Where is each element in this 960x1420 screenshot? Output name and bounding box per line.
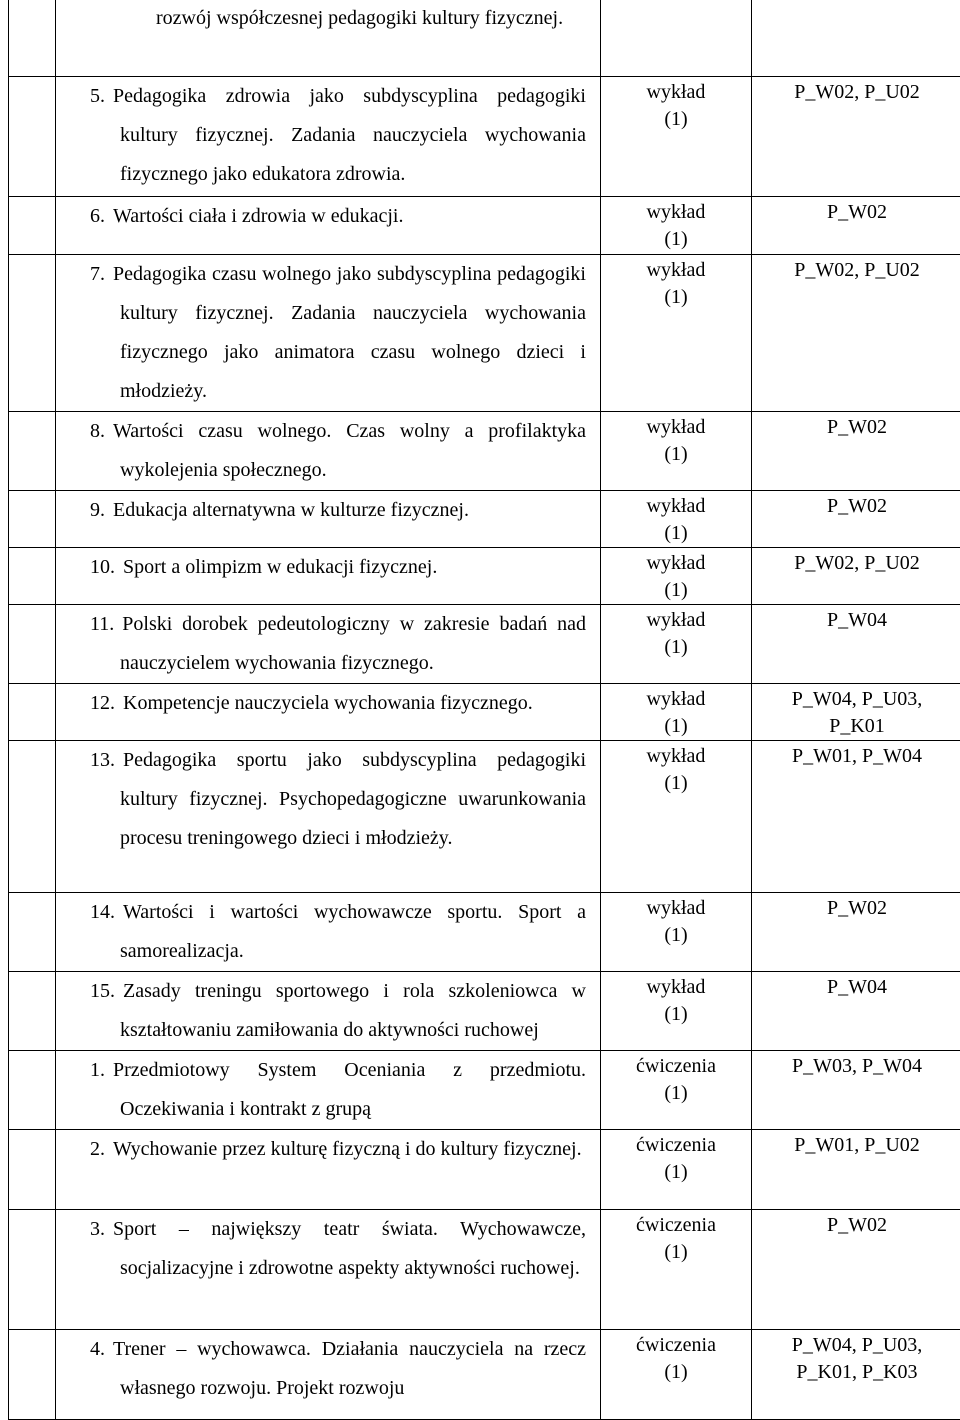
form-type: wykład: [601, 493, 751, 520]
topic-number: 8.: [90, 420, 113, 442]
form-cell: [601, 1330, 752, 1420]
topic-number: 6.: [90, 205, 113, 227]
form-count: (1): [601, 770, 751, 797]
form-count: (1): [601, 713, 751, 740]
learning-outcome-codes: P_W02, P_U02: [752, 257, 960, 284]
learning-outcomes-cell: [752, 1330, 960, 1420]
row-margin-cell: [9, 255, 56, 412]
form-cell: [601, 1210, 752, 1330]
topic-number: 1.: [90, 1059, 113, 1081]
topic-number: 13.: [90, 749, 123, 771]
topic-cell: [56, 197, 601, 255]
form-cell: [601, 1130, 752, 1210]
table-row: [9, 197, 960, 255]
learning-outcome-codes: P_W01, P_W04: [752, 743, 960, 770]
topic-number: 2.: [90, 1138, 113, 1160]
form-type: wykład: [601, 974, 751, 1001]
topic-cell: [56, 605, 601, 684]
learning-outcome-codes: P_W02: [752, 1212, 960, 1239]
learning-outcomes-cell: [752, 255, 960, 412]
form-cell: [601, 972, 752, 1051]
form-count: (1): [601, 520, 751, 547]
row-margin-cell: [9, 1051, 56, 1130]
form-cell: [601, 1051, 752, 1130]
course-content-table: [8, 0, 960, 1420]
topic-cell: [56, 491, 601, 548]
form-type: wykład: [601, 79, 751, 106]
topic-cell: [56, 0, 601, 77]
form-count: (1): [601, 226, 751, 253]
learning-outcomes-cell: [752, 77, 960, 197]
topic-text: Pedagogika czasu wolnego jako subdyscyplina pedagogiki kultury fizycznej. Zadania nauczyciela wychowania fizycznego jako animatora czasu wolnego dzieci i młodzieży.: [113, 263, 586, 402]
topic-number: 7.: [90, 263, 113, 285]
form-count: (1): [601, 106, 751, 133]
topic-number: 3.: [90, 1218, 113, 1240]
form-type: wykład: [601, 743, 751, 770]
form-type: ćwiczenia: [601, 1053, 751, 1080]
form-count: (1): [601, 1359, 751, 1386]
form-type: wykład: [601, 257, 751, 284]
form-count: (1): [601, 634, 751, 661]
learning-outcomes-cell: [752, 893, 960, 972]
row-margin-cell: [9, 1210, 56, 1330]
learning-outcomes-cell: [752, 548, 960, 605]
topic-cell: [56, 412, 601, 491]
table-row: [9, 0, 960, 77]
form-cell: [601, 255, 752, 412]
topic-cell: [56, 255, 601, 412]
learning-outcomes-cell: [752, 605, 960, 684]
learning-outcome-codes: P_W04: [752, 607, 960, 634]
form-type: wykład: [601, 199, 751, 226]
topic-number: 14.: [90, 901, 123, 923]
topic-text: Trener – wychowawca. Działania nauczyciela na rzecz własnego rozwoju. Projekt rozwoju: [113, 1338, 586, 1399]
table-row: [9, 548, 960, 605]
topic-text: Sport a olimpizm w edukacji fizycznej.: [123, 556, 437, 578]
topic-number: 5.: [90, 85, 113, 107]
table-row: [9, 1210, 960, 1330]
form-cell: [601, 77, 752, 197]
row-margin-cell: [9, 412, 56, 491]
row-margin-cell: [9, 77, 56, 197]
table-row: [9, 605, 960, 684]
learning-outcome-codes: P_W04: [752, 974, 960, 1001]
form-count: (1): [601, 1239, 751, 1266]
table-row: [9, 1330, 960, 1420]
form-cell: [601, 197, 752, 255]
form-cell: [601, 548, 752, 605]
learning-outcome-codes: P_W02, P_U02: [752, 79, 960, 106]
topic-text: rozwój współczesnej pedagogiki kultury fizycznej.: [156, 7, 563, 29]
learning-outcome-codes: P_W01, P_U02: [752, 1132, 960, 1159]
learning-outcomes-cell: [752, 491, 960, 548]
topic-number: [148, 7, 156, 29]
learning-outcome-codes: P_W02: [752, 414, 960, 441]
table-row: [9, 1051, 960, 1130]
form-count: (1): [601, 922, 751, 949]
row-margin-cell: [9, 893, 56, 972]
learning-outcomes-cell: [752, 197, 960, 255]
topic-cell: [56, 893, 601, 972]
topic-number: 11.: [90, 613, 122, 635]
learning-outcomes-cell: [752, 412, 960, 491]
learning-outcome-codes: P_W04, P_U03, P_K01, P_K03: [752, 1332, 960, 1386]
learning-outcomes-cell: [752, 741, 960, 893]
topic-cell: [56, 77, 601, 197]
learning-outcome-codes: P_W02: [752, 895, 960, 922]
topic-number: 10.: [90, 556, 123, 578]
topic-cell: [56, 1210, 601, 1330]
topic-cell: [56, 972, 601, 1051]
row-margin-cell: [9, 197, 56, 255]
row-margin-cell: [9, 548, 56, 605]
topic-number: 9.: [90, 499, 113, 521]
row-margin-cell: [9, 0, 56, 77]
table-row: [9, 893, 960, 972]
form-type: wykład: [601, 550, 751, 577]
form-type: wykład: [601, 414, 751, 441]
topic-cell: [56, 1330, 601, 1420]
table-row: [9, 255, 960, 412]
topic-text: Polski dorobek pedeutologiczny w zakresie badań nad nauczycielem wychowania fizycznego.: [120, 613, 586, 674]
row-margin-cell: [9, 1330, 56, 1420]
learning-outcomes-cell: [752, 0, 960, 77]
row-margin-cell: [9, 491, 56, 548]
topic-text: Wartości ciała i zdrowia w edukacji.: [113, 205, 404, 227]
learning-outcomes-cell: [752, 1051, 960, 1130]
form-count: (1): [601, 284, 751, 311]
learning-outcomes-cell: [752, 1210, 960, 1330]
table-row: [9, 491, 960, 548]
table-row: [9, 972, 960, 1051]
topic-number: 4.: [90, 1338, 113, 1360]
form-cell: [601, 741, 752, 893]
form-count: (1): [601, 1159, 751, 1186]
topic-cell: [56, 548, 601, 605]
topic-cell: [56, 684, 601, 741]
form-cell: [601, 893, 752, 972]
topic-text: Pedagogika zdrowia jako subdyscyplina pedagogiki kultury fizycznej. Zadania nauczyciela wychowania fizycznego jako edukatora zdrowia.: [113, 85, 586, 185]
row-margin-cell: [9, 684, 56, 741]
form-count: (1): [601, 1080, 751, 1107]
form-type: wykład: [601, 895, 751, 922]
learning-outcome-codes: P_W02: [752, 493, 960, 520]
table-body: [9, 0, 960, 1420]
learning-outcomes-cell: [752, 972, 960, 1051]
topic-text: Edukacja alternatywna w kulturze fizycznej.: [113, 499, 469, 521]
form-count: (1): [601, 1001, 751, 1028]
topic-text: Kompetencje nauczyciela wychowania fizycznego.: [123, 692, 533, 714]
row-margin-cell: [9, 741, 56, 893]
topic-cell: [56, 1130, 601, 1210]
topic-number: 12.: [90, 692, 123, 714]
topic-cell: [56, 1051, 601, 1130]
row-margin-cell: [9, 605, 56, 684]
table-row: [9, 684, 960, 741]
row-margin-cell: [9, 972, 56, 1051]
topic-text: Pedagogika sportu jako subdyscyplina pedagogiki kultury fizycznej. Psychopedagogiczne uwarunkowania procesu treningowego dzieci i młodzieży.: [120, 749, 586, 849]
form-type: ćwiczenia: [601, 1132, 751, 1159]
topic-cell: [56, 741, 601, 893]
table-row: [9, 741, 960, 893]
learning-outcome-codes: P_W02: [752, 199, 960, 226]
learning-outcome-codes: P_W04, P_U03, P_K01: [752, 686, 960, 740]
form-cell: [601, 0, 752, 77]
form-type: wykład: [601, 607, 751, 634]
learning-outcomes-cell: [752, 684, 960, 741]
topic-text: Sport – największy teatr świata. Wychowawcze, socjalizacyjne i zdrowotne aspekty aktywności ruchowej.: [113, 1218, 586, 1279]
table-row: [9, 412, 960, 491]
topic-text: Wartości czasu wolnego. Czas wolny a profilaktyka wykolejenia społecznego.: [113, 420, 586, 481]
form-type: ćwiczenia: [601, 1332, 751, 1359]
form-type: ćwiczenia: [601, 1212, 751, 1239]
form-type: wykład: [601, 686, 751, 713]
table-row: [9, 77, 960, 197]
form-cell: [601, 605, 752, 684]
form-cell: [601, 412, 752, 491]
learning-outcome-codes: P_W03, P_W04: [752, 1053, 960, 1080]
form-count: (1): [601, 577, 751, 604]
row-margin-cell: [9, 1130, 56, 1210]
form-count: (1): [601, 441, 751, 468]
learning-outcomes-cell: [752, 1130, 960, 1210]
table-row: [9, 1130, 960, 1210]
topic-text: Przedmiotowy System Oceniania z przedmiotu. Oczekiwania i kontrakt z grupą: [113, 1059, 586, 1120]
form-cell: [601, 491, 752, 548]
topic-number: 15.: [90, 980, 123, 1002]
topic-text: Zasady treningu sportowego i rola szkoleniowca w kształtowaniu zamiłowania do aktywności ruchowej: [120, 980, 586, 1041]
topic-text: Wychowanie przez kulturę fizyczną i do kultury fizycznej.: [113, 1138, 582, 1160]
form-cell: [601, 684, 752, 741]
topic-text: Wartości i wartości wychowawcze sportu. Sport a samorealizacja.: [120, 901, 586, 962]
learning-outcome-codes: P_W02, P_U02: [752, 550, 960, 577]
